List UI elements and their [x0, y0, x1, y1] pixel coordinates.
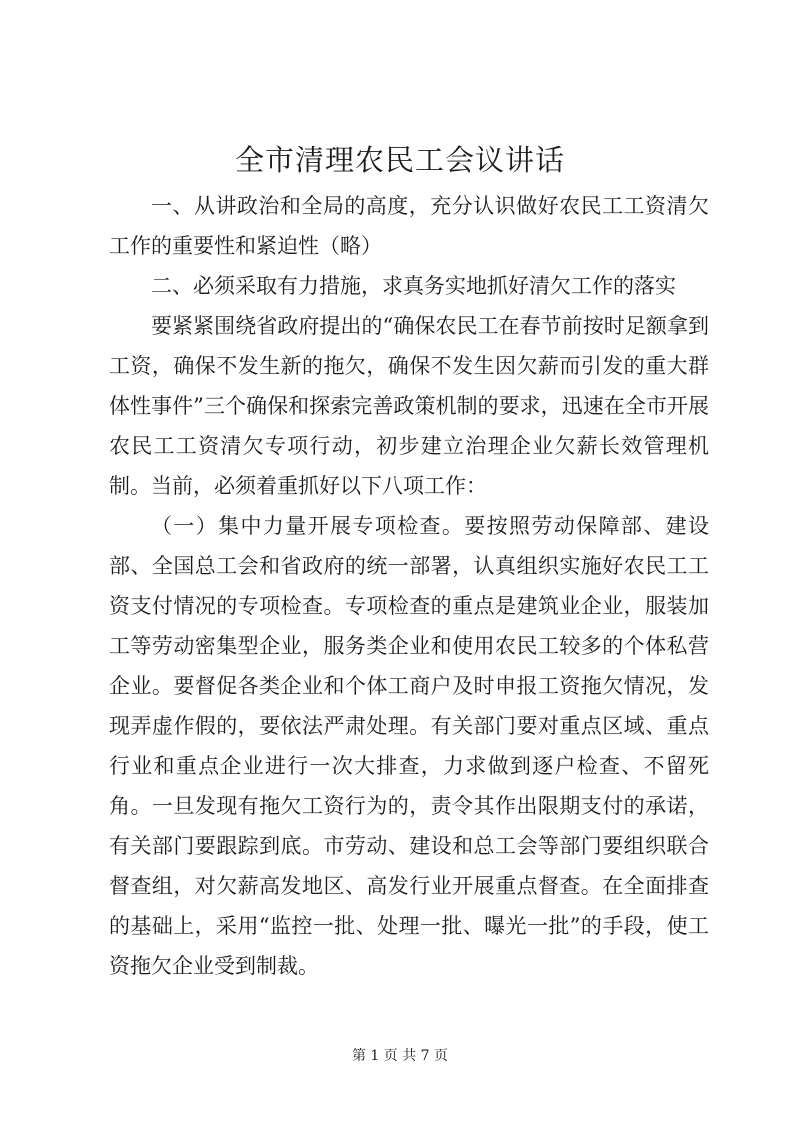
page-number-footer: 第 1 页 共 7 页 [351, 1048, 449, 1064]
paragraph-special-inspection: （一）集中力量开展专项检查。要按照劳动保障部、建设部、全国总工会和省政府的统一部署，认真组织实施好农民工工资支付情况的专项检查。专项检查的重点是建筑业企业，服装加工等劳动密集型企业，服务类企业和使用农民工较多的个体私营企业。要督促各类企业和个体工商户及时申报工资拖欠情况，发现弄虚作假的，要依法严肃处理。有关部门要对重点区域、重点行业和重点企业进行一次大排查，力求做到逐户检查、不留死角。一旦发现有拖欠工资行为的，责令其作出限期支付的承诺，有关部门要跟踪到底。市劳动、建设和总工会等部门要组织联合督查组，对欠薪高发地区、高发行业开展重点督查。在全面排查的基础上，采用“监控一批、处理一批、曝光一批”的手段，使工资拖欠企业受到制裁。 [109, 514, 709, 978]
document-title: 全市清理农民工会议讲话 [234, 143, 565, 177]
paragraph-section-one: 一、从讲政治和全局的高度，充分认识做好农民工工资清欠工作的重要性和紧迫性（略） [109, 194, 709, 258]
document-body [109, 186, 709, 986]
paragraph-section-two: 二、必须采取有力措施，求真务实地抓好清欠工作的落实 [151, 274, 676, 298]
paragraph-requirements: 要紧紧围绕省政府提出的“确保农民工在春节前按时足额拿到工资，确保不发生新的拖欠，确保不发生因欠薪而引发的重大群体性事件”三个确保和探索完善政策机制的要求，迅速在全市开展农民工工资清欠专项行动，初步建立治理企业欠薪长效管理机制。当前，必须着重抓好以下八项工作： [109, 314, 709, 498]
